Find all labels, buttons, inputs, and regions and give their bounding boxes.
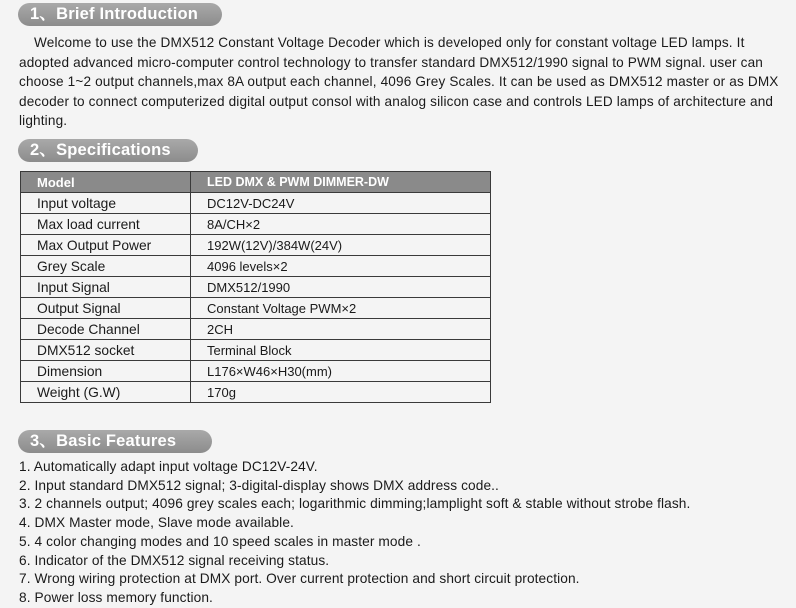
spec-label-cell: Grey Scale (21, 256, 191, 277)
feature-item: 6. Indicator of the DMX512 signal receiving status. (19, 552, 330, 568)
spec-value-cell: 4096 levels×2 (191, 256, 491, 277)
spec-label-cell: DMX512 socket (21, 340, 191, 361)
table-row (21, 277, 491, 298)
feature-item: 2. Input standard DMX512 signal; 3-digital-display shows DMX address code.. (19, 477, 499, 493)
spec-label-cell: Input voltage (21, 193, 191, 214)
spec-value-cell: L176×W46×H30(mm) (191, 361, 491, 382)
table-row (21, 382, 491, 403)
table-row (21, 340, 491, 361)
spec-value-cell: Terminal Block (191, 340, 491, 361)
table-row (21, 319, 491, 340)
feature-item: 8. Power loss memory function. (19, 589, 213, 605)
features-list (19, 458, 795, 608)
intro-paragraph: Welcome to use the DMX512 Constant Voltage Decoder which is developed only for constant voltage LED lamps. It adopted advanced micro-computer control technology to transfer standard DMX512/1990 signal to PWM signal. user can choose 1~2 output channels,max 8A output each channel, 4096 Grey Scales. It can be used as DMX512 master or as DMX decoder to connect computerized digital output consol with analog silicon case and controls LED lamps of architecture and lighting. (19, 35, 779, 129)
table-row (21, 298, 491, 319)
spec-label-cell: Weight (G.W) (21, 382, 191, 403)
feature-item: 3. 2 channels output; 4096 grey scales each; logarithmic dimming;lamplight soft & stable without strobe flash. (19, 496, 691, 512)
table-body (21, 193, 491, 403)
table-row (21, 361, 491, 382)
spec-value-cell: DMX512/1990 (191, 277, 491, 298)
spec-value-cell: 192W(12V)/384W(24V) (191, 235, 491, 256)
specifications-table (20, 171, 491, 403)
spec-label-cell: Output Signal (21, 298, 191, 319)
table-header-row (21, 172, 491, 193)
spec-label-cell: Input Signal (21, 277, 191, 298)
table-row (21, 235, 491, 256)
spec-value-cell: 170g (191, 382, 491, 403)
feature-item: 4. DMX Master mode, Slave mode available. (19, 515, 294, 531)
table-header-cell: Model (21, 172, 191, 193)
table-row (21, 256, 491, 277)
spec-label-cell: Dimension (21, 361, 191, 382)
section-header-brief-introduction: 1、Brief Introduction (18, 3, 222, 26)
spec-label-cell: Max Output Power (21, 235, 191, 256)
feature-item: 7. Wrong wiring protection at DMX port. Over current protection and short circuit protection. (19, 571, 580, 587)
spec-value-cell: 2CH (191, 319, 491, 340)
section-header-specifications: 2、Specifications (18, 139, 198, 162)
feature-item: 5. 4 color changing modes and 10 speed scales in master mode . (19, 533, 421, 549)
intro-paragraph-container (19, 33, 781, 131)
spec-value-cell: DC12V-DC24V (191, 193, 491, 214)
section-header-basic-features: 3、Basic Features (18, 430, 212, 453)
table-header-cell: LED DMX & PWM DIMMER-DW (191, 172, 491, 193)
table-row (21, 214, 491, 235)
spec-label-cell: Max load current (21, 214, 191, 235)
table-row (21, 193, 491, 214)
feature-item: 1. Automatically adapt input voltage DC12V-24V. (19, 459, 318, 474)
spec-value-cell: 8A/CH×2 (191, 214, 491, 235)
spec-label-cell: Decode Channel (21, 319, 191, 340)
spec-value-cell: Constant Voltage PWM×2 (191, 298, 491, 319)
